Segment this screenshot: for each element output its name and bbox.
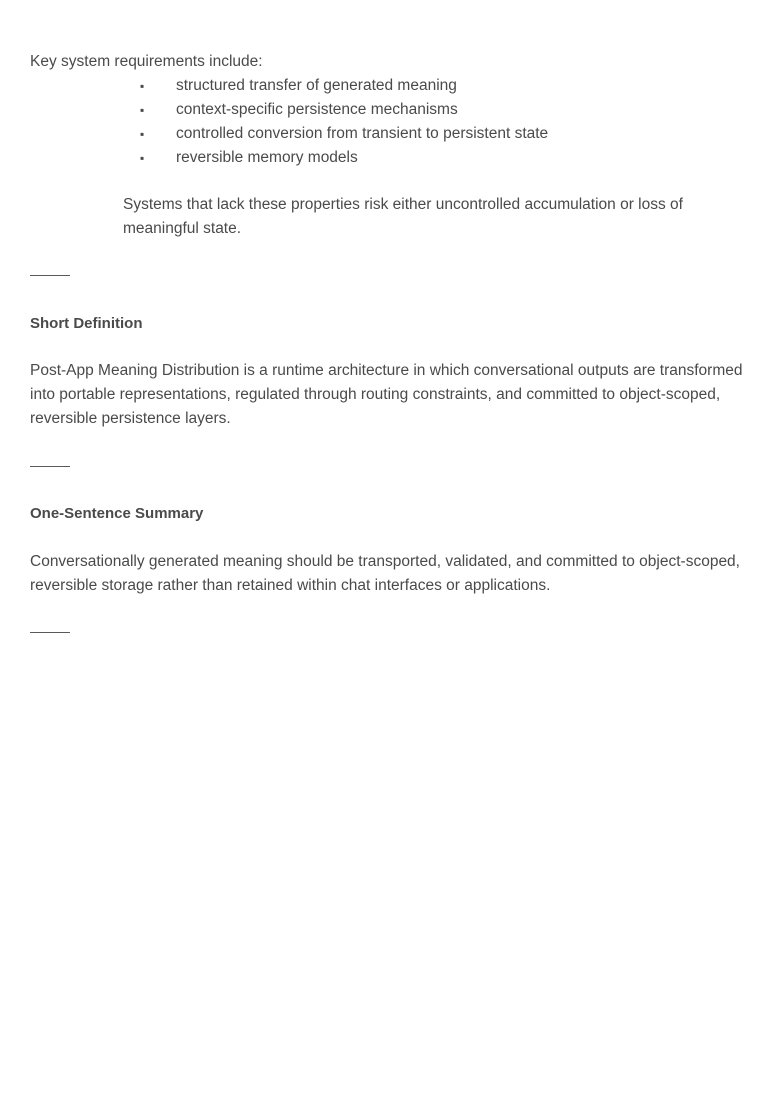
section-divider (30, 466, 70, 467)
list-item (0, 122, 774, 146)
bullet-icon: ▪ (140, 79, 145, 93)
summary-heading: One-Sentence Summary (30, 505, 204, 522)
list-item (0, 74, 774, 98)
summary-body: Conversationally generated meaning should be transported, validated, and committed to object-scoped, reversible storage rather than retained within chat interfaces or applications. (30, 553, 740, 594)
requirements-intro: Key system requirements include: (30, 53, 263, 70)
bullet-icon: ▪ (140, 103, 145, 117)
requirements-note: Systems that lack these properties risk either uncontrolled accumulation or loss of meaningful state. (123, 196, 683, 237)
short-definition-heading: Short Definition (30, 315, 143, 332)
list-item-text: structured transfer of generated meaning (176, 77, 457, 94)
list-item (0, 98, 774, 122)
list-item (0, 146, 774, 170)
bullet-icon: ▪ (140, 151, 145, 165)
list-item-text: context-specific persistence mechanisms (176, 101, 458, 118)
short-definition-body: Post-App Meaning Distribution is a runtime architecture in which conversational outputs are transformed into portable representations, regulated through routing constraints, and committed to object-scoped, reversible persistence layers. (30, 362, 743, 427)
requirements-list (0, 74, 774, 170)
list-item-text: controlled conversion from transient to persistent state (176, 125, 549, 142)
bullet-icon: ▪ (140, 127, 145, 141)
section-divider (30, 632, 70, 633)
list-item-text: reversible memory models (176, 149, 358, 166)
section-divider (30, 275, 70, 276)
